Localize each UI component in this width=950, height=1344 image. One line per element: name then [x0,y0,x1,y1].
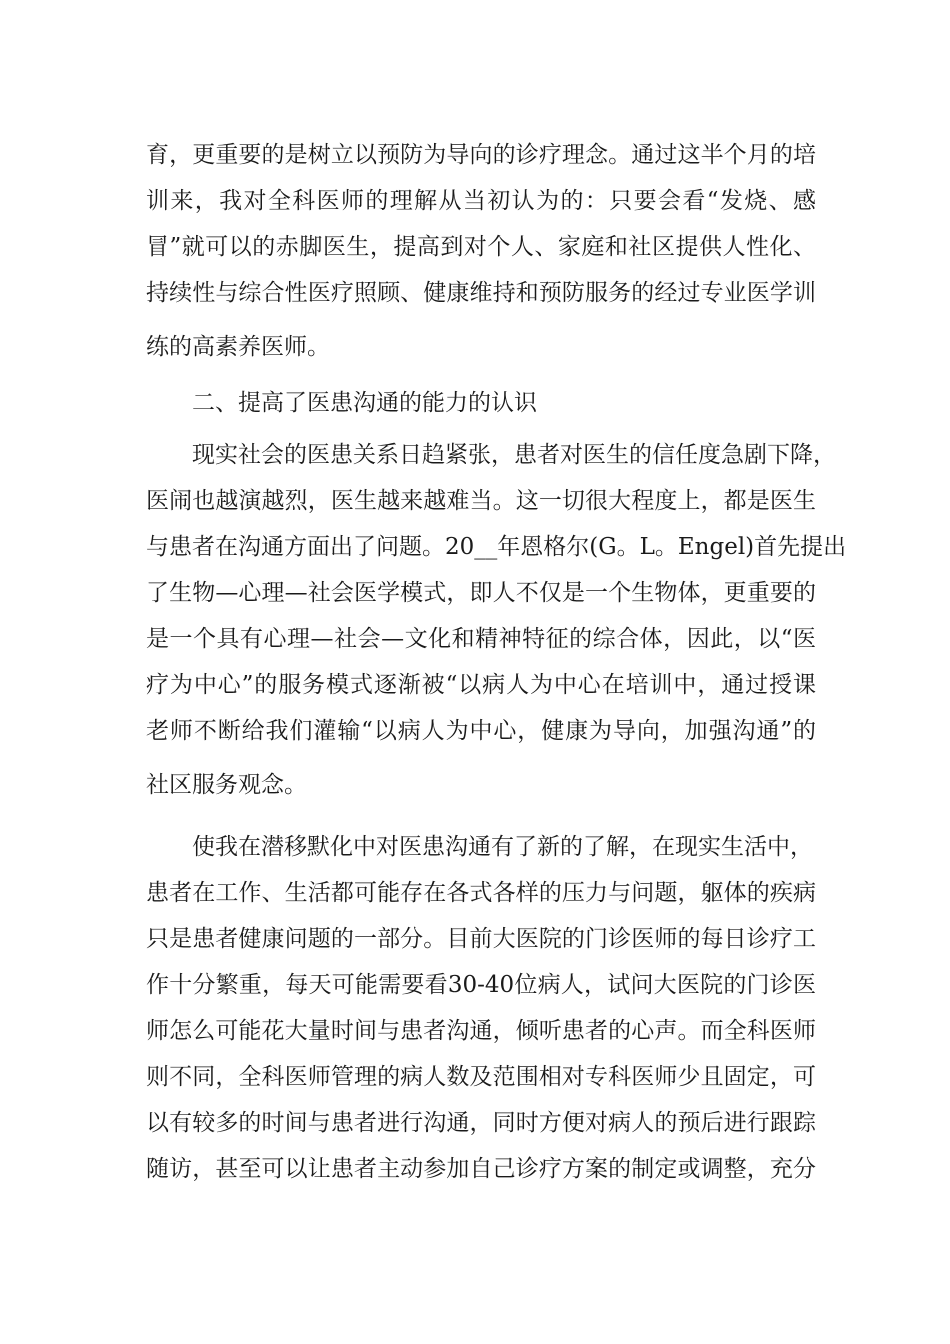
body-text-line: 随访，甚至可以让患者主动参加自己诊疗方案的制定或调整，充分 [146,1156,816,1182]
body-text-line: 训来，我对全科医师的理解从当初认为的：只要会看“发烧、感 [146,188,816,214]
body-text-line: 社区服务观念。 [146,772,307,798]
body-text-line: 是一个具有心理—社会—文化和精神特征的综合体，因此，以“医 [146,626,816,652]
body-text-line: 冒”就可以的赤脚医生，提高到对个人、家庭和社区提供人性化、 [146,234,816,260]
body-text-line: 师怎么可能花大量时间与患者沟通，倾听患者的心声。而全科医师 [146,1018,816,1044]
body-text-line: 持续性与综合性医疗照顾、健康维持和预防服务的经过专业医学训 [146,280,816,306]
body-text-line: 则不同，全科医师管理的病人数及范围相对专科医师少且固定，可 [146,1064,816,1090]
body-text-line: 医闹也越演越烈，医生越来越难当。这一切很大程度上，都是医生 [146,488,816,514]
body-text-line: 现实社会的医患关系日趋紧张，患者对医生的信任度急剧下降， [192,442,836,468]
body-text-line: 患者在工作、生活都可能存在各式各样的压力与问题，躯体的疾病 [146,880,816,906]
body-text-line: 老师不断给我们灌输“以病人为中心，健康为导向，加强沟通”的 [146,718,816,744]
body-text-line: 练的高素养医师。 [146,334,330,360]
body-text-line: 以有较多的时间与患者进行沟通，同时方便对病人的预后进行跟踪 [146,1110,816,1136]
body-text-line: 育，更重要的是树立以预防为导向的诊疗理念。通过这半个月的培 [146,142,816,168]
body-text-line: 作十分繁重，每天可能需要看30-40位病人，试问大医院的门诊医 [146,972,816,998]
body-text-line: 使我在潜移默化中对医患沟通有了新的了解，在现实生活中， [192,834,813,860]
body-text-line: 疗为中心”的服务模式逐渐被“以病人为中心在培训中，通过授课 [146,672,816,698]
section-heading: 二、提高了医患沟通的能力的认识 [192,390,537,416]
body-text-line: 了生物—心理—社会医学模式，即人不仅是一个生物体，更重要的 [146,580,816,606]
body-text-line: 与患者在沟通方面出了问题。20__年恩格尔(G。L。Engel)首先提出 [146,534,847,560]
body-text-line: 只是患者健康问题的一部分。目前大医院的门诊医师的每日诊疗工 [146,926,816,952]
